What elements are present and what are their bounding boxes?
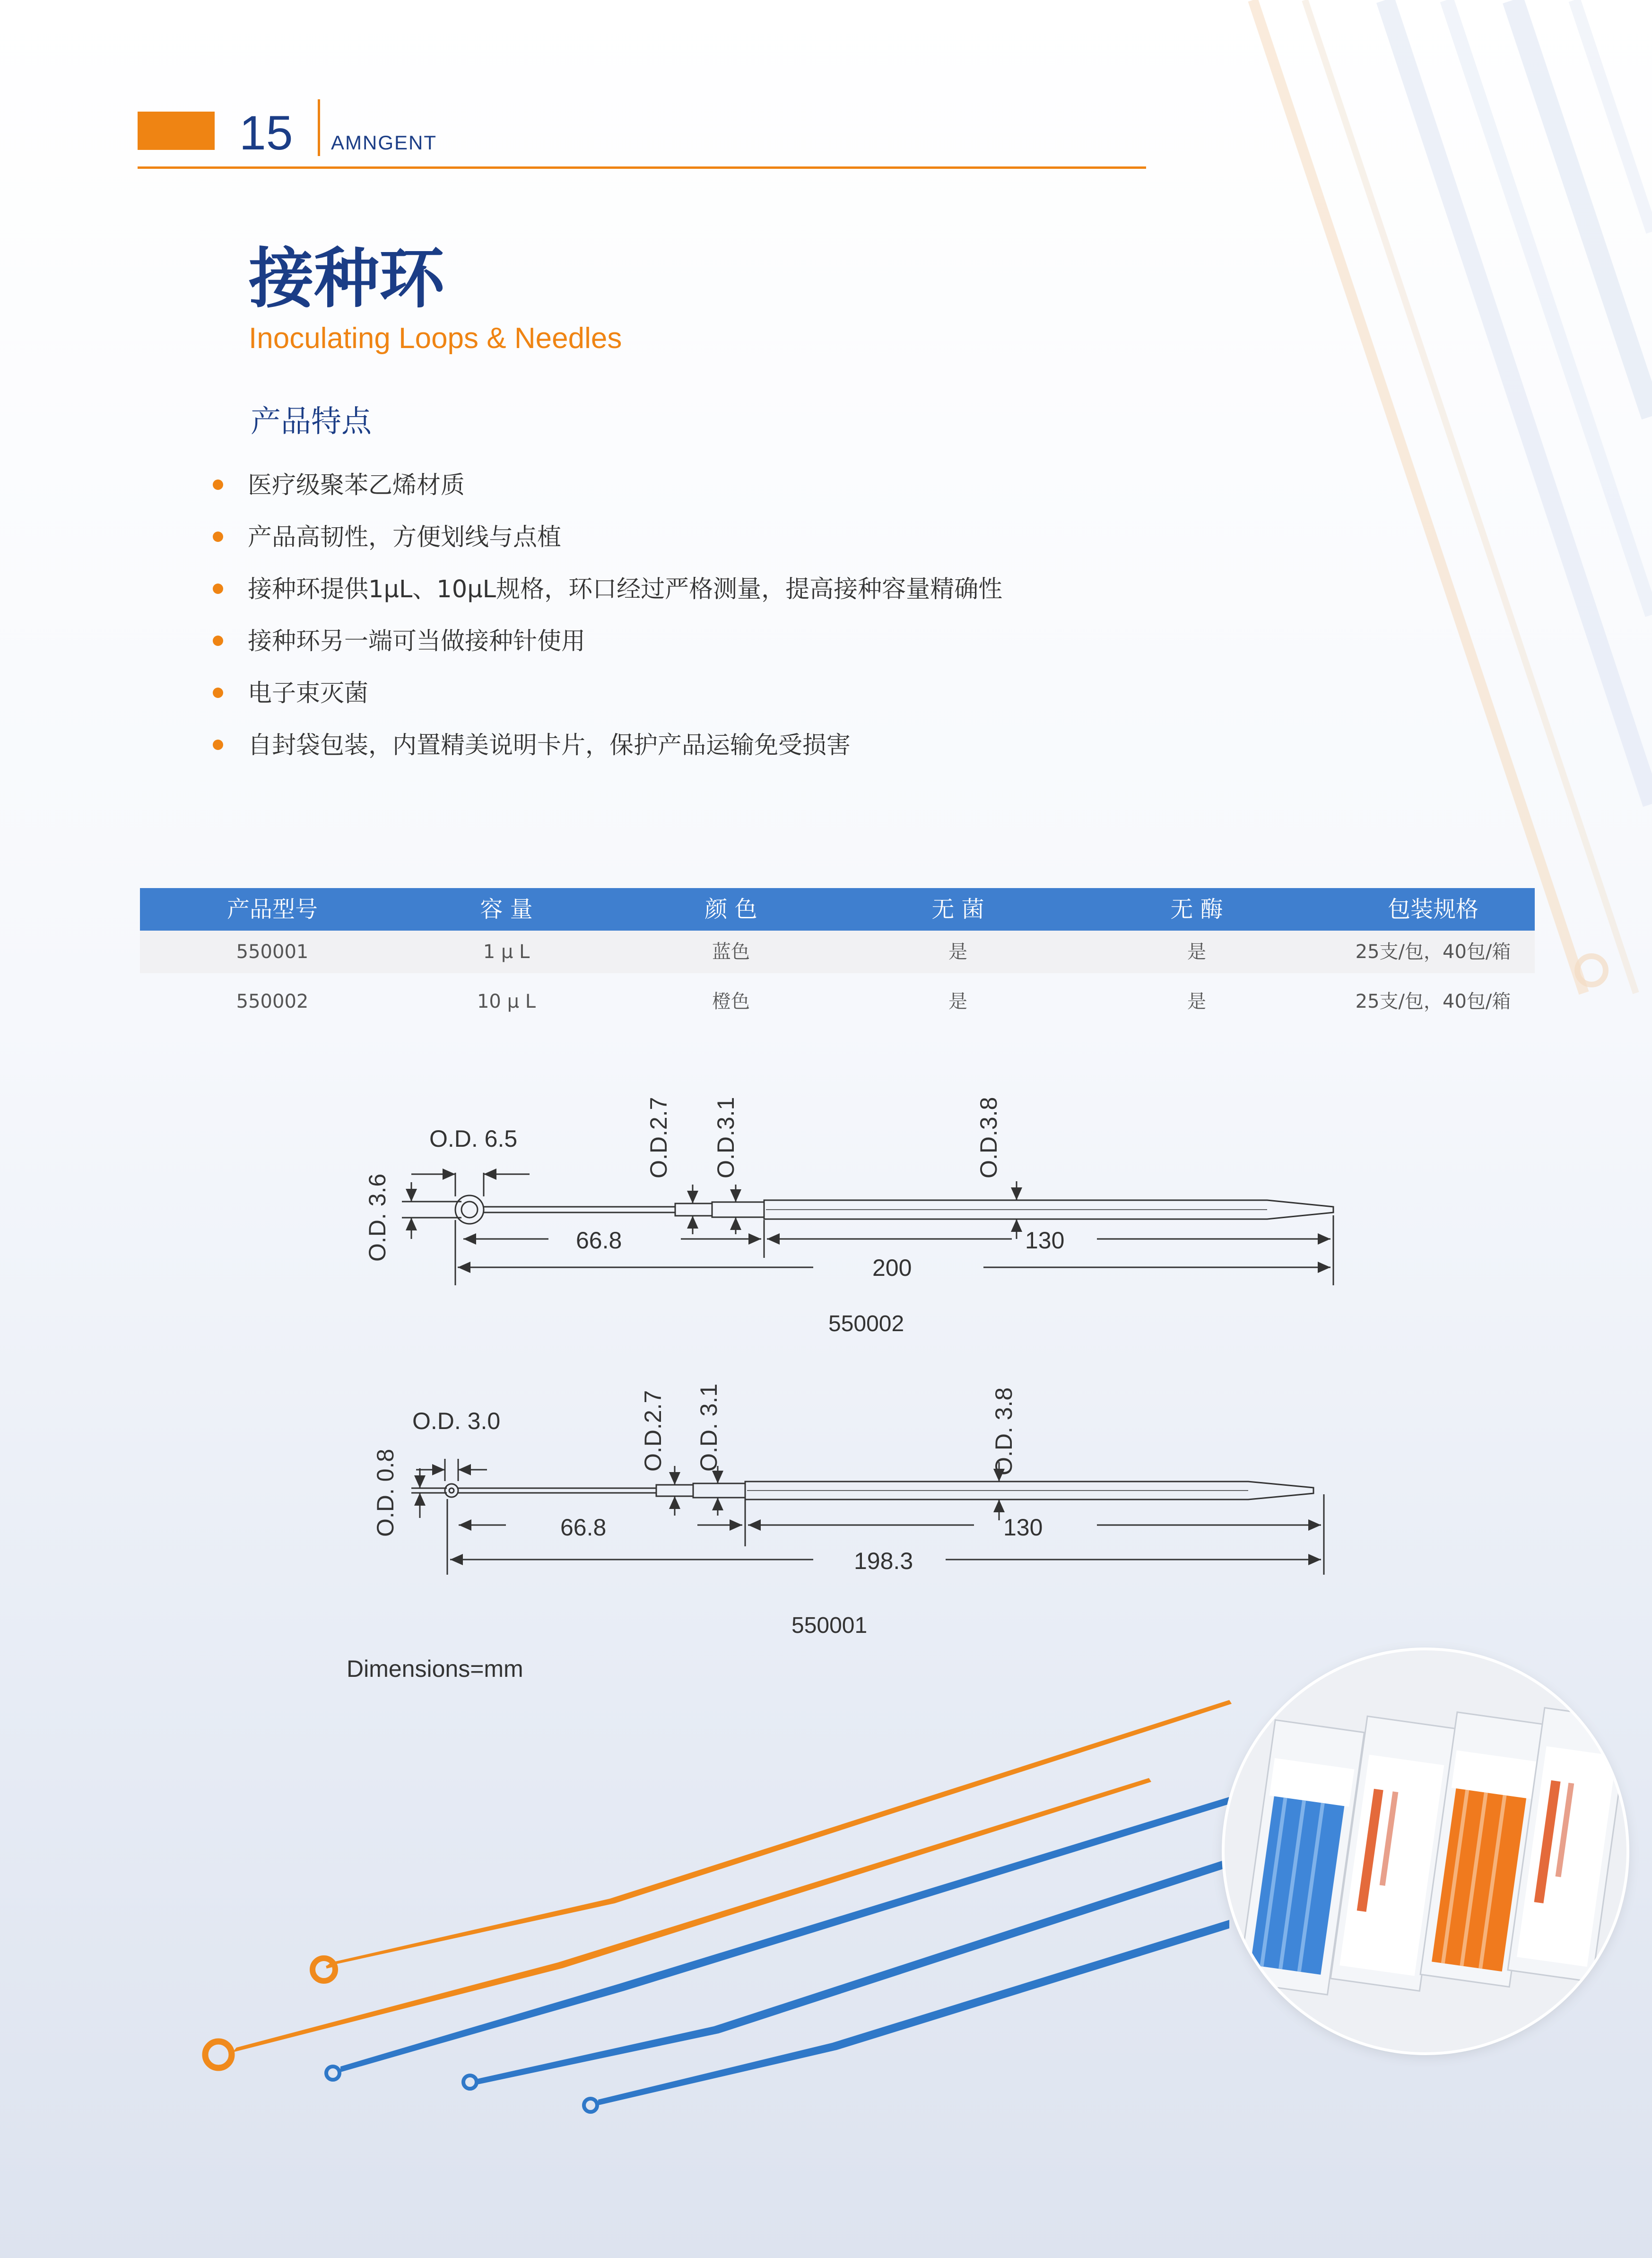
loops-photo [205,1700,1232,2112]
dim-label-od-a: O.D.2.7 [640,1390,666,1472]
loop-inner [461,1202,478,1218]
page-title: 接种环 [249,241,445,317]
dim-label-loop-id: O.D. 0.8 [372,1448,399,1537]
table-header-cell: 颜 色 [704,896,757,923]
dim-label-od-c: O.D. 3.8 [991,1387,1017,1475]
table-header-cell: 产品型号 [226,896,318,923]
dim-label-od-c: O.D.3.8 [975,1097,1002,1178]
table-header-cell: 容 量 [480,896,533,923]
table-cell: 10 μ L [477,991,536,1012]
dim-label-total: 200 [872,1255,912,1281]
dim-label-loop-id: O.D. 3.6 [364,1173,391,1262]
features-heading: 产品特点 [251,404,372,439]
table-cell: 是 [1187,941,1206,963]
dim-label-len-b: 130 [1003,1514,1043,1541]
dim-label-loop-od: O.D. 6.5 [429,1125,518,1152]
dim-label-total: 198.3 [854,1548,913,1574]
loop-outline [455,1195,484,1224]
dim-label-od-b: O.D. 3.1 [696,1383,722,1472]
feature-item: 医疗级聚苯乙烯材质 [213,471,465,500]
feature-item: 产品高韧性，方便划线与点植 [213,523,561,552]
table-cell: 是 [948,991,967,1012]
dim-label-len-b: 130 [1025,1227,1065,1254]
dim-label-od-b: O.D.3.1 [713,1097,739,1178]
table-cell: 橙色 [712,991,750,1012]
feature-item: 接种环提供1μL、10μL规格，环口经过严格测量，提高接种容量精确性 [213,575,1002,604]
table-header-cell: 包装规格 [1387,896,1478,923]
drawing-550002 [402,1173,1333,1285]
feature-item: 自封袋包装，内置精美说明卡片，保护产品运输免受损害 [213,732,851,760]
table-cell: 是 [1187,991,1206,1012]
table-cell: 蓝色 [712,941,750,963]
table-header-cell: 无 菌 [931,896,984,923]
table-cell: 25支/包，40包/箱 [1355,941,1511,963]
feature-item: 接种环另一端可当做接种针使用 [213,628,585,656]
table-cell: 25支/包，40包/箱 [1355,991,1511,1012]
table-header-cell: 无 酶 [1170,896,1223,923]
table-cell: 550002 [236,991,309,1012]
drawing-code: 550002 [828,1311,904,1336]
drawing-code: 550001 [791,1613,868,1638]
dim-label-len-a: 66.8 [560,1514,607,1541]
packaging-illustration [1225,1650,1626,2052]
loop-inner [449,1488,454,1493]
table-cell: 是 [948,941,967,963]
page-number: 15 [239,106,293,160]
dim-label-od-a: O.D.2.7 [645,1097,672,1178]
page-subtitle: Inoculating Loops & Needles [249,322,622,355]
feature-item: 电子束灭菌 [213,680,368,708]
dim-label-len-a: 66.8 [576,1227,622,1254]
dim-label-loop-od: O.D. 3.0 [412,1408,501,1434]
loop-outline [445,1484,458,1497]
drawing-550001-labels [372,1384,1043,1638]
brand-name: AMNGENT [331,131,437,154]
table-cell: 1 μ L [483,941,530,963]
table-cell: 550001 [236,941,309,963]
dimensions-note: Dimensions=mm [347,1656,523,1682]
packaging-photo [1225,1650,1626,2052]
